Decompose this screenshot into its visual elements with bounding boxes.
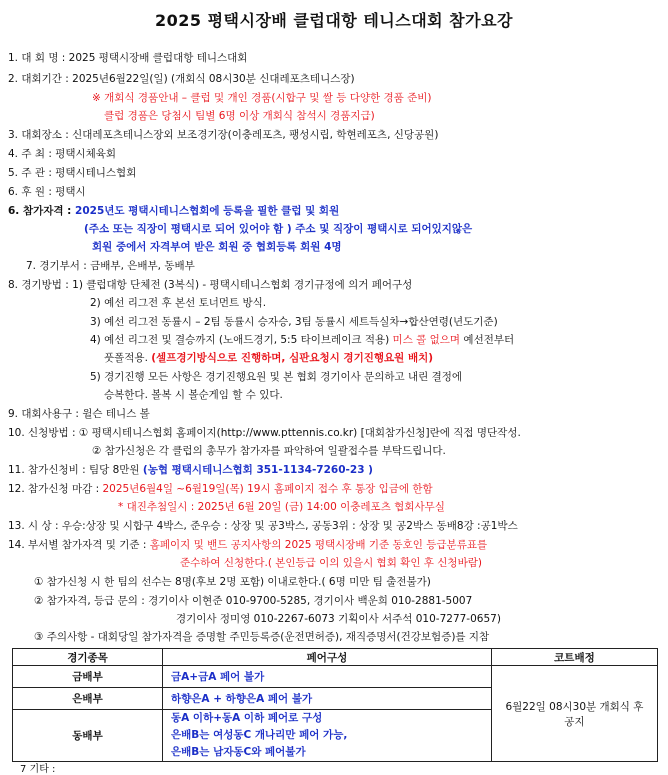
item-fee bbox=[8, 462, 373, 478]
item-divisions: 7. 경기부서 : 금배부, 은배부, 동배부 bbox=[26, 260, 195, 272]
item-criteria bbox=[8, 537, 487, 553]
method-4-red: 미스 콜 없으며 bbox=[392, 334, 461, 346]
criteria-text: 홈페이지 및 밴드 공지사항의 2025 평택시장배 기준 동호인 등급분류표를 bbox=[149, 539, 488, 551]
fee-text: 11. 참가신청비 : 팀당 8만원 bbox=[8, 464, 143, 476]
bronze-pair-line-1: 동A 이하+동A 이하 페어로 구성 bbox=[171, 712, 323, 724]
item-awards: 13. 시 상 : 우승:상장 및 시합구 4박스, 준우승 : 상장 및 공3박스, 공동3위 : 상장 및 공2박스 동배8강 :공1박스 bbox=[8, 520, 518, 532]
criteria-cont: 준수하여 신청한다.( 본인등급 이의 있을시 협회 확인 후 신청바람) bbox=[180, 557, 482, 569]
item-deadline bbox=[8, 481, 433, 497]
deadline-text: 2025년6월4일 ~6월19일(목) 19시 홈페이지 접수 후 통장 입금에 한함 bbox=[102, 483, 433, 495]
eligibility-note-1: (주소 또는 직장이 평택시로 되어 있어야 함 ) 주소 및 직장이 평택시로 되어있지않은 bbox=[84, 223, 473, 235]
header-pair: 페어구성 bbox=[163, 649, 492, 666]
row-bronze-pair bbox=[163, 710, 492, 762]
method-4-cont bbox=[104, 350, 433, 366]
method-4-tail: 예선전부터 bbox=[460, 334, 515, 346]
item-sponsor: 6. 후 원 : 평택시 bbox=[8, 186, 86, 198]
item-ball: 9. 대회사용구 : 윌슨 테니스 볼 bbox=[8, 408, 150, 420]
item-event-period: 2. 대회기간 : 2025년6월22일(일) (개회식 08시30분 신대레포츠테니스장) bbox=[8, 73, 355, 85]
method-4-text: 4) 예선 리그전 및 결승까지 (노애드경기, 5:5 타이브레이크 적용) bbox=[90, 334, 393, 346]
note-team-size: ① 참가신청 시 한 팀의 선수는 8명(후보 2명 포함) 이내로한다.( 6명 미만 팀 출전불가) bbox=[34, 576, 431, 588]
eligibility-text: 2025년도 평택시테니스협회에 등록을 필한 클럽 및 회원 bbox=[75, 205, 340, 217]
method-4-cont-red: (셀프경기방식으로 진행하며, 심판요청시 경기진행요원 배치) bbox=[151, 352, 434, 364]
item-apply: 10. 신청방법 : ① 평택시테니스협회 홈페이지(http://www.pttennis.co.kr) [대회참가신청]란에 직접 명단작성. bbox=[8, 427, 521, 439]
item-organizer: 5. 주 관 : 평택시테니스협회 bbox=[8, 167, 137, 179]
row-silver-pair: 하향은A + 하향은A 페어 불가 bbox=[163, 688, 492, 710]
item-event-name: 1. 대 회 명 : 2025 평택시장배 클럽대항 테니스대회 bbox=[8, 52, 248, 64]
note-contact-2: 경기이사 정미영 010-2267-6073 기획이사 서주석 010-7277-0657) bbox=[176, 613, 501, 625]
bronze-pair-line-2: 은배B는 여성동C 개나리만 페어 가능, bbox=[171, 729, 348, 741]
header-court: 코트배정 bbox=[491, 649, 657, 666]
division-table bbox=[12, 648, 658, 762]
method-5: 5) 경기진행 모든 사항은 경기진행요원 및 본 협회 경기이사 문의하고 내린 결정에 bbox=[90, 371, 463, 383]
criteria-label: 14. 부서별 참가자격 및 기준 : bbox=[8, 539, 150, 551]
method-5-cont: 승복한다. 볼복 시 볼순게임 할 수 있다. bbox=[104, 389, 283, 401]
eligibility-note-2: 회원 중에서 자격부여 받은 회원 중 협회등록 회원 4명 bbox=[92, 241, 342, 253]
prize-notice-2: 클럽 경품은 당첨시 팀별 6명 이상 개회식 참석시 경품지급) bbox=[104, 110, 375, 122]
row-gold-division: 금배부 bbox=[13, 666, 163, 688]
row-silver-division: 은배부 bbox=[13, 688, 163, 710]
note-contact: ② 참가자격, 등급 문의 : 경기이사 이현준 010-9700-5285, 경기이사 백운희 010-2881-5007 bbox=[34, 595, 473, 607]
bronze-pair-line-3: 은배B는 남자동C와 페어불가 bbox=[171, 746, 306, 758]
method-3: 3) 예선 리그전 동률시 – 2팀 동률시 승자승, 3팀 동률시 세트득실차→합산연령(년도기준) bbox=[90, 316, 498, 328]
method-2: 2) 예선 리그전 후 본선 토너먼트 방식. bbox=[90, 297, 267, 309]
eligibility-label: 6. 참가자격 : bbox=[8, 205, 76, 217]
prize-notice-1: ※ 개회식 경품안내 – 클럽 및 개인 경품(시합구 및 쌀 등 다양한 경품 준비) bbox=[92, 92, 432, 104]
bottom-partial-text: 7 기타 : bbox=[20, 764, 56, 775]
method-4-cont-text: 풋폴적용. bbox=[104, 352, 152, 364]
court-assignment: 6월22일 08시30분 개회식 후 공지 bbox=[491, 666, 657, 762]
deadline-label: 12. 참가신청 마감 : bbox=[8, 483, 103, 495]
item-venue: 3. 대회장소 : 신대레포츠테니스장외 보조경기장(이충레포츠, 팽성시립, 학현레포츠, 신당공원) bbox=[8, 129, 439, 141]
method-4 bbox=[90, 332, 514, 348]
apply-2: ② 참가신청은 각 클럽의 총무가 참가자를 파악하여 일괄접수를 부탁드립니다. bbox=[92, 445, 446, 457]
row-gold-pair: 금A+금A 페어 불가 bbox=[163, 666, 492, 688]
note-caution: ③ 주의사항 - 대회당일 참가자격을 증명할 주민등록증(운전면허증), 재직증명서(건강보험증)를 지참 bbox=[34, 631, 490, 643]
item-method: 8. 경기방법 : 1) 클럽대항 단체전 (3복식) - 평택시테니스협회 경기규정에 의거 페어구성 bbox=[8, 279, 413, 291]
draw-date: * 대진추첨일시 : 2025년 6월 20일 (금) 14:00 이충레포츠 협회사무실 bbox=[118, 501, 445, 513]
row-bronze-division: 동배부 bbox=[13, 710, 163, 762]
fee-account: (농협 평택시테니스협회 351-1134-7260-23 ) bbox=[142, 464, 373, 476]
page-title: 2025 평택시장배 클럽대항 테니스대회 참가요강 bbox=[154, 11, 514, 30]
header-division: 경기종목 bbox=[13, 649, 163, 666]
item-host: 4. 주 최 : 평택시체육회 bbox=[8, 148, 117, 160]
item-eligibility bbox=[8, 203, 339, 219]
